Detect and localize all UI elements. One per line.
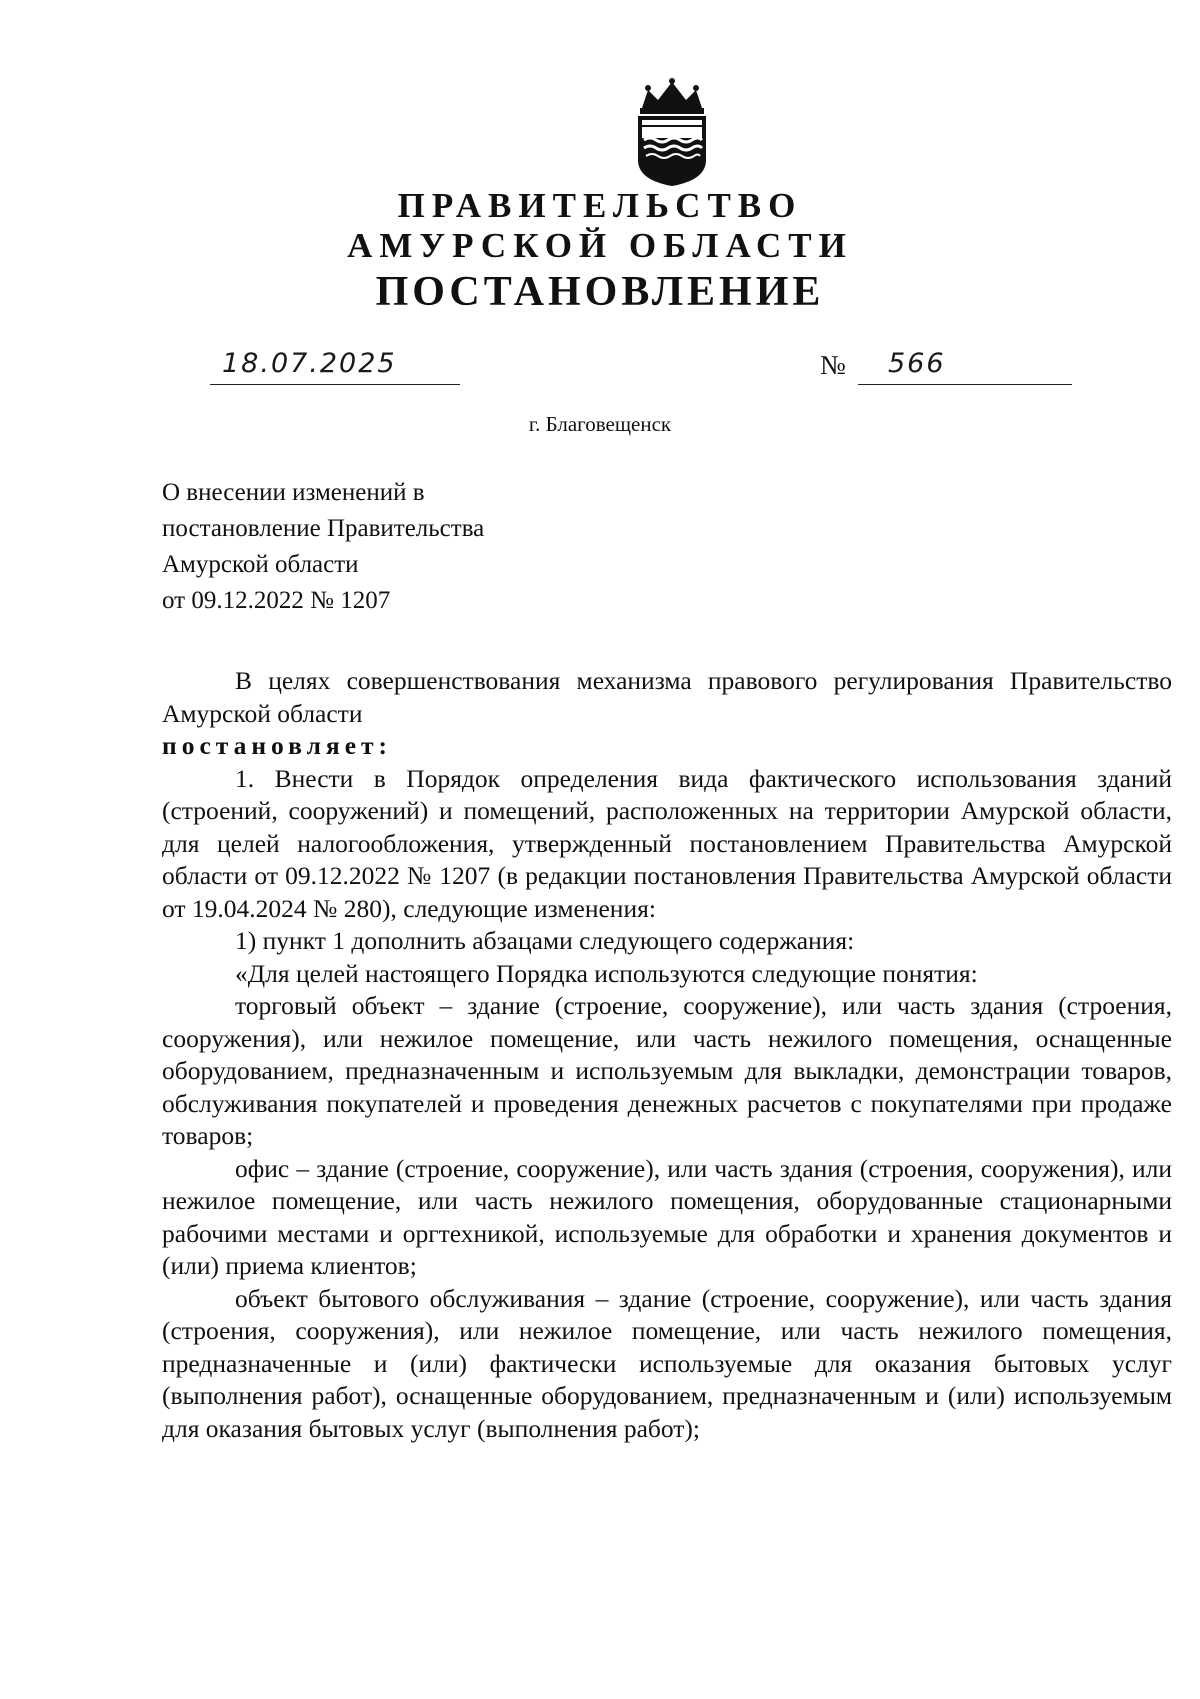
decree-word: постановляет: xyxy=(162,731,393,760)
government-title-line1: ПРАВИТЕЛЬСТВО xyxy=(397,186,803,225)
definition-trade-object: торговый объект – здание (строение, сооружение), или часть здания (строения, сооружения), или нежилое помещение, или часть нежилого помещения, оснащенные оборудованием, предназначенным и используемым для выкладки, демонстрации товаров, обслуживания покупателей и проведения денежных расчетов с покупателями при продаже товаров; xyxy=(162,991,1172,1150)
handwritten-date: 18.07.2025 xyxy=(222,348,397,379)
definition-office: офис – здание (строение, сооружение), или часть здания (строения, сооружения), или нежилое помещение, или часть нежилого помещения, оборудованные стационарными рабочими местами и оргтехникой, используемые для обработки и хранения документов и (или) приема клиентов; xyxy=(162,1153,1172,1280)
document-type-title: ПОСТАНОВЛЕНИЕ xyxy=(375,269,825,315)
subject-line: Амурской области xyxy=(162,551,359,578)
document-body xyxy=(162,665,1172,1445)
subitem-1-paragraph: 1) пункт 1 дополнить абзацами следующего содержания: xyxy=(235,926,855,955)
document-subject xyxy=(162,475,484,619)
item-1-paragraph: 1. Внести в Порядок определения вида фактического использования зданий (строений, сооружений) и помещений, расположенных на территории Амурской области, для целей налогообложения, утвержденный постановлением Правительства Амурской области от 09.12.2022 № 1207 (в редакции постановления Правительства Амурской области от 19.04.2024 № 280), следующие изменения: xyxy=(162,763,1172,923)
number-field xyxy=(858,348,1072,385)
government-title-line2: АМУРСКОЙ ОБЛАСТИ xyxy=(347,226,853,265)
city-name: г. Благовещенск xyxy=(528,412,672,436)
subject-line: постановление Правительства xyxy=(162,515,485,542)
coat-of-arms-icon xyxy=(628,78,716,188)
handwritten-number: 566 xyxy=(888,348,946,379)
number-sign: № xyxy=(820,350,846,380)
date-field xyxy=(210,348,460,385)
definition-service-object: объект бытового обслуживания – здание (строение, сооружение), или часть здания (строения, сооружения), или нежилое помещение, или часть нежилого помещения, предназначенные и (или) фактически используемые для оказания бытовых услуг (выполнения работ), оснащенные оборудованием, предназначенным и (или) используемым для оказания бытовых услуг (выполнения работ); xyxy=(162,1283,1172,1443)
quote-intro-paragraph: «Для целей настоящего Порядка используются следующие понятия: xyxy=(235,958,978,988)
subject-line: от 09.12.2022 № 1207 xyxy=(162,587,391,614)
subject-line: О внесении изменений в xyxy=(162,479,425,506)
preamble-paragraph: В целях совершенствования механизма правового регулирования Правительство Амурской области xyxy=(162,666,1172,728)
